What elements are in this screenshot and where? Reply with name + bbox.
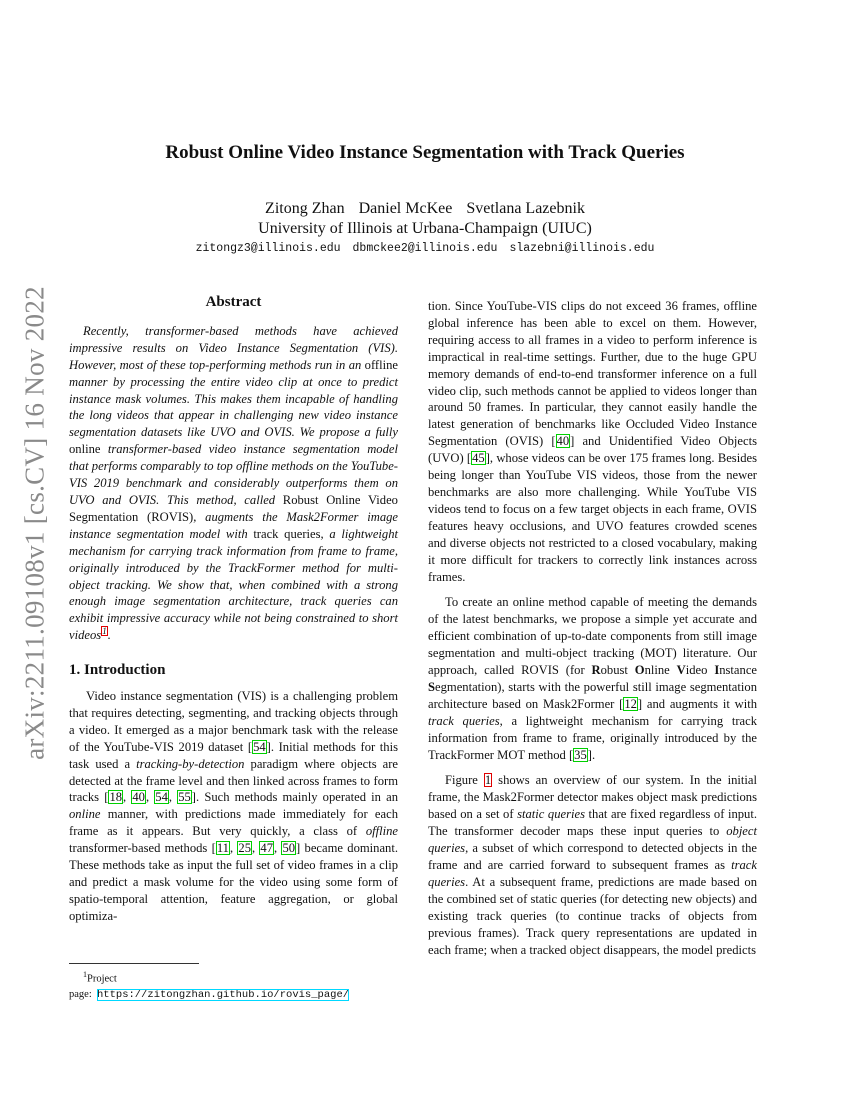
- author-name: Zitong Zhan: [265, 200, 345, 217]
- citation-link[interactable]: 54: [253, 739, 266, 754]
- figure-link[interactable]: 1: [484, 773, 492, 788]
- citation-link[interactable]: 40: [556, 434, 570, 449]
- paper-title: Robust Online Video Instance Segmentation with Track Queries: [165, 142, 685, 163]
- abstract-heading: Abstract: [205, 294, 262, 310]
- citation-link[interactable]: 45: [472, 451, 485, 466]
- affiliation: University of Illinois at Urbana-Champaign (UIUC): [258, 220, 592, 237]
- footnote: $^1$Project page: https://zitongzhan.github.io/rovis_page/: [69, 963, 398, 1003]
- right-column: [428, 298, 757, 958]
- footnote-rule: [69, 963, 199, 964]
- author-name: Svetlana Lazebnik: [466, 200, 585, 217]
- author-email: dbmckee2@illinois.edu: [352, 242, 498, 255]
- section-heading-introduction: 1. Introduction: [69, 662, 166, 679]
- arxiv-sidebar-stamp: [18, 288, 52, 758]
- abstract-body: Recently, transformer-based methods have achieved impressive results on Video Instance Segmentation (VIS). However, most of these top-performing methods run in an offline manner by processing the entire video clip at once to predict instance mask volumes. This makes them incapable of handling the long videos that appear in challenging new video instance segmentation datasets like UVO and OVIS. We propose a fully online transformer-based video instance segmentation model that performs comparably to top offline methods on the YouTube-VIS 2019 benchmark and considerably outperforms them on UVO and OVIS. This method, called Robust Online Video Segmentation (ROVIS), augments the Mask2Former image instance segmentation model with track queries, a lightweight mechanism for carrying track information from frame to frame, originally introduced by the TrackFormer method for multi-object tracking. We show that, when combined with a strong enough image segmentation architecture, track queries can exhibit impressive accuracy while not being constrained to short videos$^1$.: [69, 323, 398, 643]
- citation-link[interactable]: 54: [155, 790, 168, 805]
- project-page-link[interactable]: https://zitongzhan.github.io/rovis_page/: [97, 988, 350, 1001]
- author-email: zitongz3@illinois.edu: [195, 242, 341, 255]
- email-list: [0, 241, 850, 257]
- citation-link[interactable]: 12: [624, 696, 637, 711]
- citation-link[interactable]: 35: [574, 747, 587, 762]
- left-column: [69, 294, 398, 925]
- citation-link[interactable]: 18: [109, 790, 123, 805]
- citation-link[interactable]: 50: [282, 841, 296, 856]
- author-name: Daniel McKee: [358, 200, 453, 217]
- arxiv-id: arXiv:2211.09108v1 [cs.CV] 16 Nov 2022: [19, 286, 50, 760]
- intro-paragraph-2: tion. Since YouTube-VIS clips do not exceed 36 frames, offline global inference has been able to excel on them. However, requiring access to all frames in a video to perform inference is impractical in real-time settings. Further, due to the huge GPU memory demands of end-to-end transformer inference on a full video clip, such methods cannot be applied to videos longer than around 50 frames. In particular, they cannot easily handle the latest generation of benchmarks like Occluded Video Instance Segmentation (OVIS) [40] and Unidentified Video Objects (UVO) [45], whose videos can be over 175 frames long. Besides being longer than YouTube VIS videos, those from the newer benchmarks are also more challenging. While YouTube VIS videos tend to focus on a few target objects in each frame, OVIS features heavy occlusions, and UVO features crowded scenes and diverse objects not restricted to a closed vocabulary, making it more difficult for trackers to correctly link instances across frames.: [428, 299, 757, 584]
- footnote-link[interactable]: 1: [102, 626, 107, 637]
- citation-link[interactable]: 11: [216, 841, 229, 856]
- citation-link[interactable]: 47: [260, 841, 274, 856]
- citation-link[interactable]: 25: [238, 841, 251, 856]
- intro-paragraph-1: Video instance segmentation (VIS) is a challenging problem that requires detecting, segmenting, and tracking objects through a video. It emerged as a major benchmark task with the release of the YouTube-VIS 2019 dataset [54]. Initial methods for this task used a tracking-by-detection paradigm where objects are detected at the frame level and then linked across frames to form tracks [18, 40, 54, 55]. Such methods mainly operated in an online manner, with predictions made immediately for each frame as it appears. But very quickly, a class of offline transformer-based methods [11, 25, 47, 50] became dominant. These methods take as input the full set of video frames in a clip and predict a mask volume for the video using some form of spatio-temporal attention, feature aggregation, or global optimiza-: [69, 689, 399, 923]
- author-list: [0, 199, 850, 219]
- intro-paragraph-3: To create an online method capable of meeting the demands of the latest benchmarks, we propose a simple yet accurate and efficient combination of up-to-date components from still image segmentation and multi-object tracking (MOT) literature. Our approach, called ROVIS (for Robust Online Video Instance Segmentation), starts with the powerful still image segmentation architecture based on Mask2Former [12] and augments it with track queries, a lightweight mechanism for carrying track information from frame to frame, originally introduced by the TrackFormer MOT method [35].: [428, 595, 757, 762]
- citation-link[interactable]: 55: [178, 790, 191, 805]
- citation-link[interactable]: 40: [132, 790, 145, 805]
- author-email: slazebni@illinois.edu: [509, 242, 655, 255]
- intro-paragraph-4: Figure 1 shows an overview of our system. In the initial frame, the Mask2Former detector makes object mask predictions based on a set of static queries that are fixed regardless of input. The transformer decoder maps these input queries to object queries, a subset of which correspond to detected objects in the frame and are carried forward to subsequent frames as track queries. At a subsequent frame, predictions are made based on the combined set of static queries (for detecting new objects) and existing track queries (to continue tracks of objects from previous frames). Track query representations are updated in each frame; when a tracked object disappears, the model predicts: [428, 773, 757, 957]
